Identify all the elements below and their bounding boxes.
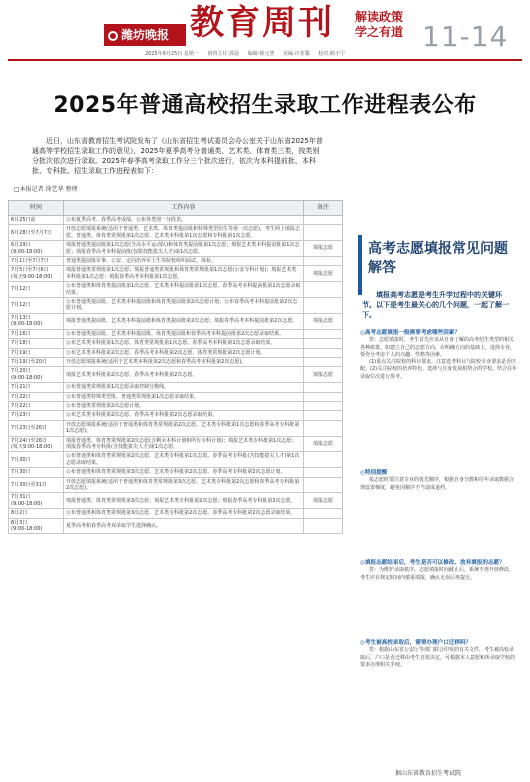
row-time: 6月29日 (9:00-18:00) <box>9 241 64 257</box>
row-content: 公布普通类和体育类常规批第3次志愿、艺术类专科批第2次志愿、春季高考专科批第2次志愿计划。 <box>64 468 304 477</box>
page-headline: 2025年普通高校招生录取工作进程表公布 <box>53 93 477 118</box>
table-header-row <box>9 201 343 216</box>
row-time: 7月1日至7月7日 <box>9 257 64 266</box>
row-content: 开放志愿填报系统(适用于艺术类本科批第2次志愿和春季高考本科批第2次志愿)。 <box>64 357 304 366</box>
faq-item <box>360 470 518 492</box>
masthead-rule <box>8 59 522 61</box>
row-content: 公布普通类提前批、艺术类本科提前批和体育类提前批第2次志愿计划；公布春季高考本科提前批第2次志愿计划。 <box>64 298 304 314</box>
row-note <box>304 401 343 410</box>
row-time: 6月25日前 <box>9 216 64 225</box>
row-time: 7月19日至20日 <box>9 357 64 366</box>
column-header-content: 工作内容 <box>64 201 304 216</box>
row-content: 公布普通类和体育类常规批第3次志愿、艺术类专科批第2次志愿、春季高考专科批第2次志愿录取结果。 <box>64 509 304 518</box>
table-row <box>9 436 343 452</box>
row-note <box>304 518 343 534</box>
table-row <box>9 383 343 392</box>
row-content: 填报普通类、体育类常规批第2次志愿(含剩余本科计划和所有专科计划)；填报艺术类专科批第1次志愿；填报春季高考专科批(含技能拔尖人才)第1次志愿。 <box>64 436 304 452</box>
row-note <box>304 383 343 392</box>
table-row <box>9 339 343 348</box>
faq-title: 高考志愿填报常见问题解答 <box>368 241 508 276</box>
row-content: 公布普通类常规批第1次志愿录取控制分数线。 <box>64 383 304 392</box>
row-content: 公布普通类特殊类型批、普通类常规批第1次志愿录取结果。 <box>64 392 304 401</box>
masthead <box>0 0 530 58</box>
schedule-table <box>8 200 343 534</box>
row-time: 7月20日 (9:00-18:00) <box>9 367 64 383</box>
row-note: 填报志愿 <box>304 367 343 383</box>
paper-name: 潍坊晚报 <box>121 28 170 42</box>
table-row <box>9 225 343 241</box>
row-note <box>304 411 343 420</box>
row-time: 7月22日 <box>9 401 64 410</box>
newspaper-logo <box>104 24 186 46</box>
row-time: 7月30日至31日 <box>9 477 64 493</box>
table-row <box>9 216 343 225</box>
row-time: 7月13日 (9:00-18:00) <box>9 313 64 329</box>
row-time: 7月22日 <box>9 392 64 401</box>
row-content: 公布艺术类本科批第2次志愿、春季高考本科批第2次志愿、体育类常规批第2次志愿计划。 <box>64 348 304 357</box>
reporter-byline: □本报记者 徐艺华 整理 <box>14 186 78 193</box>
row-time: 7月23日 <box>9 411 64 420</box>
row-note <box>304 225 343 241</box>
row-note: 填报志愿 <box>304 266 343 282</box>
faq-answer: (1)重点关注院校的科目要求，注意选考科目与院校专业要求是否匹配。(2)关注院校的培养特色，选择与自身发展相契合的学校，结合往年录取位次进行参考。 <box>360 359 518 380</box>
proofreader: 校对:鸥小宁 <box>318 51 345 57</box>
faq-answer: 报志愿时要注意专业的优先顺序，根据自身分数和往年录取数据合理设置梯度，避免因顺序不当造成退档。 <box>360 477 515 491</box>
issue-date: 2025年6月25日 星期一 <box>145 51 199 57</box>
faq-answer: 答：志愿填报时，考生首先应该从自身了解的高考招生类型的相关各种政策。如建立自己的志愿方向，在明确方向的基础上，选择专业，要充分考虑个人的兴趣、性格等因素。 <box>360 337 516 358</box>
row-content: 填报普通类提前批第1次志愿(含高水平运动队)和体育类提前批第1次志愿；填报艺术类本科提前批第1次志愿；填报春季高考本科提前批(仅限技能拔尖人才)第1次志愿。 <box>64 241 304 257</box>
row-time: 7月12日 <box>9 298 64 314</box>
row-note: 填报志愿 <box>304 313 343 329</box>
faq-answer: 答：根据山东省公安厅等部门联合印发的有关文件，考生被高校录取后，户口是否迁移由考生自愿决定，可根据本人意愿和所录取学校的要求办理相关手续。 <box>360 647 516 668</box>
table-row <box>9 493 343 509</box>
table-row <box>9 348 343 357</box>
row-note <box>304 216 343 225</box>
row-content: 普通类提前批军事、公安、定向培养军士生等院校组织面试、体检。 <box>64 257 304 266</box>
row-content: 公布艺术类本科批第1次志愿、体育类常规批第1次志愿、春季高考本科批第1次志愿录取结果。 <box>64 339 304 348</box>
issue-meta <box>145 50 415 57</box>
row-content: 填报普通类常规批第1次志愿；填报普通类常规批和体育类常规批第1次志愿(公安专科计划)；填报艺术类本科批第1次志愿；填报春季高考本科批第1次志愿。 <box>64 266 304 282</box>
editor: 编辑:韩元慧 <box>247 51 275 57</box>
editor-chief: 值班主任:郭晨 <box>207 51 240 57</box>
row-time: 6月28日至7月7日 <box>9 225 64 241</box>
table-row <box>9 282 343 298</box>
row-content: 开放志愿填报系统(适用于普通类和体育类常规批第3次志愿、艺术类专科批第2次志愿和春季高考专科批第2次志愿)。 <box>64 477 304 493</box>
row-note: 填报志愿 <box>304 436 343 452</box>
row-note <box>304 329 343 338</box>
row-time: 7月19日 <box>9 348 64 357</box>
table-row <box>9 411 343 420</box>
table-row <box>9 241 343 257</box>
table-row <box>9 329 343 338</box>
row-time: 7月30日 <box>9 452 64 468</box>
row-note: 填报志愿 <box>304 493 343 509</box>
faq-question: ◎高考志愿填报一般需要考虑哪些因素？ <box>360 330 460 336</box>
faq-answer: 答：为维护录取秩序，志愿填报时间截止后，系统不再开放修改，考生应在规定时间内慎重填报，确认无误后再提交。 <box>360 567 515 581</box>
table-row <box>9 518 343 534</box>
column-header-note: 备注 <box>304 201 343 216</box>
table-row <box>9 266 343 282</box>
row-content: 公布普通类提前批、艺术类本科提前批、体育类提前批和春季高考本科提前批第2次志愿录取结果。 <box>64 329 304 338</box>
row-note <box>304 452 343 468</box>
faq-question: ◎考生被高校录取后，需要办理户口迁移吗？ <box>360 640 472 646</box>
row-content: 夏季高考和春季高考双录取学生选择确认。 <box>64 518 304 534</box>
row-content: 公布夏季高考、春季高考成绩，公布各类别一分段表。 <box>64 216 304 225</box>
row-time: 7月18日 <box>9 339 64 348</box>
table-row <box>9 392 343 401</box>
source-note: 据山东省教育招生考试院 <box>395 770 462 777</box>
designer: 美编:许茗耀 <box>283 51 310 57</box>
row-content: 公布普通类和体育类常规批第2次志愿、艺术类专科批第1次志愿、春季高考专科批(含技能拔尖人才)第1次志愿录取结果。 <box>64 452 304 468</box>
table-row <box>9 420 343 436</box>
row-note <box>304 257 343 266</box>
row-note <box>304 282 343 298</box>
table-row <box>9 468 343 477</box>
row-time: 7月12日 <box>9 282 64 298</box>
row-content: 公布普通类常规批第2次志愿计划。 <box>64 401 304 410</box>
row-content: 开放志愿填报系统(适用于普通类和体育类常规批第2次志愿、艺术类专科批第1次志愿和春季高考专科批第1次志愿)。 <box>64 420 304 436</box>
row-note <box>304 392 343 401</box>
table-row <box>9 509 343 518</box>
row-content: 公布艺术类本科批第2次志愿、春季高考本科批第2次志愿录取结果。 <box>64 411 304 420</box>
section-title: 教育周刊 <box>190 3 334 43</box>
row-note <box>304 420 343 436</box>
table-row <box>9 357 343 366</box>
faq-item <box>360 640 518 669</box>
row-content: 填报普通类、体育类常规批第3次志愿；填报艺术类专科批第2次志愿；填报春季高考专科批第2次志愿。 <box>64 493 304 509</box>
row-time: 7月23日至26日 <box>9 420 64 436</box>
row-time: 7月30日 <box>9 468 64 477</box>
row-note <box>304 339 343 348</box>
section-slogan: 解读政策 学之有道 <box>355 10 404 39</box>
table-row <box>9 452 343 468</box>
page-range: 11-14 <box>422 20 509 53</box>
row-note <box>304 509 343 518</box>
faq-question: ◎特别提醒 <box>360 470 388 476</box>
lead-paragraph: 近日，山东省教育招生考试院发布了《山东省招生考试委员会办公室关于山东省2025年普通高等学校招生录取工作的意见》，2025年夏季高考分普通类、艺术类、体育类三类，按类别分批次依次进行录取。2025年春季高考录取工作分三个批次进行，依次为本科提前批、本科批、专科批。招生录取工作进程表如下： <box>32 137 323 175</box>
logo-ring-icon <box>108 31 118 41</box>
row-time: 7月21日 <box>9 383 64 392</box>
row-content: 公布普通类和体育类提前批第1次志愿、艺术类本科提前批第1次志愿、春季高考本科提前批第1次志愿录取结果。 <box>64 282 304 298</box>
row-time: 8月3日 (9:00-18:00) <box>9 518 64 534</box>
table-row <box>9 477 343 493</box>
faq-accent-bar <box>358 235 362 295</box>
row-content: 开放志愿填报系统(适用于普通类、艺术类、体育类提前批和特殊类型招生等第一次志愿)，考生网上填报志愿。普通类、体育类常规批第1次志愿，艺术类本科批第1次志愿和专科批第1次志愿。 <box>64 225 304 241</box>
table-row <box>9 298 343 314</box>
row-time: 7月31日 (9:00-18:00) <box>9 493 64 509</box>
faq-item <box>360 560 518 582</box>
column-header-time: 时间 <box>9 201 64 216</box>
table-row <box>9 401 343 410</box>
row-note <box>304 477 343 493</box>
row-content: 填报艺术类本科批第2次志愿、春季高考本科批第2次志愿。 <box>64 367 304 383</box>
row-note <box>304 298 343 314</box>
row-content: 填报普通类提前批、艺术类本科提前批和体育类提前批第2次志愿；填报春季高考本科提前批第2次志愿。 <box>64 313 304 329</box>
table-row <box>9 313 343 329</box>
row-time: 7月16日 <box>9 329 64 338</box>
row-time: 7月5日至7月6日 (每天9:00-18:00) <box>9 266 64 282</box>
row-note: 填报志愿 <box>304 241 343 257</box>
row-time: 7月24日至26日 (每天9:00-18:00) <box>9 436 64 452</box>
row-note <box>304 348 343 357</box>
table-row <box>9 367 343 383</box>
faq-item <box>360 330 518 381</box>
row-note <box>304 357 343 366</box>
table-row <box>9 257 343 266</box>
row-note <box>304 468 343 477</box>
faq-lead: 填报高考志愿是考生升学过程中的关键环节。以下是考生最关心的几个问题，一起了解一下。 <box>362 291 509 319</box>
faq-question: ◎填报志愿结束后，考生是否可以修改、放弃填报的志愿？ <box>360 560 505 566</box>
row-time: 8月2日 <box>9 509 64 518</box>
